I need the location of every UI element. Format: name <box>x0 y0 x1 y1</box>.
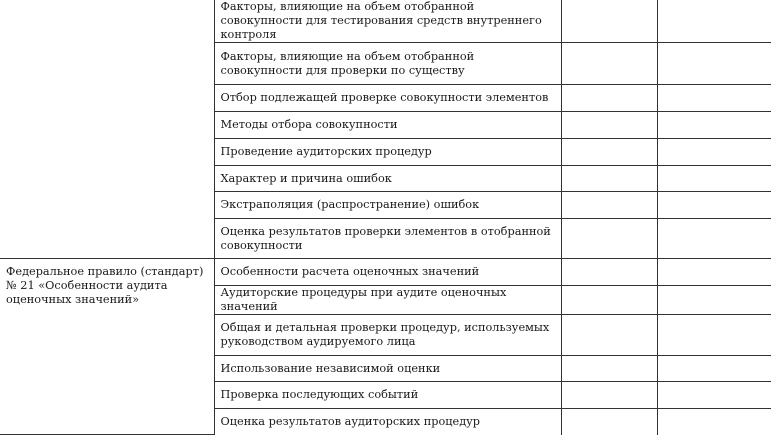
blank-cell <box>657 259 771 286</box>
item-cell: Характер и причина ошибок <box>214 166 561 192</box>
blank-cell <box>561 112 657 139</box>
blank-cell <box>561 286 657 315</box>
table-row <box>0 259 771 286</box>
blank-cell <box>657 85 771 112</box>
item-cell: Проверка последующих событий <box>214 382 561 409</box>
blank-cell <box>657 139 771 166</box>
blank-cell <box>561 382 657 409</box>
blank-cell <box>561 356 657 382</box>
blank-cell <box>657 382 771 409</box>
item-cell: Факторы, влияющие на объем отобранной совокупности для тестирования средств внутреннего контроля <box>214 0 561 43</box>
blank-cell <box>657 0 771 43</box>
blank-cell <box>657 219 771 259</box>
item-cell: Отбор подлежащей проверке совокупности элементов <box>214 85 561 112</box>
blank-cell <box>561 85 657 112</box>
item-cell: Общая и детальная проверки процедур, используемых руководством аудируемого лица <box>214 315 561 356</box>
blank-cell <box>657 409 771 435</box>
blank-cell <box>657 192 771 219</box>
item-cell: Использование независимой оценки <box>214 356 561 382</box>
item-cell: Методы отбора совокупности <box>214 112 561 139</box>
item-cell: Аудиторские процедуры при аудите оценочных значений <box>214 286 561 315</box>
blank-cell <box>657 286 771 315</box>
blank-cell <box>657 112 771 139</box>
standard-cell <box>0 0 214 259</box>
blank-cell <box>561 43 657 85</box>
item-cell: Особенности расчета оценочных значений <box>214 259 561 286</box>
item-cell: Проведение аудиторских процедур <box>214 139 561 166</box>
blank-cell <box>657 43 771 85</box>
blank-cell <box>561 166 657 192</box>
blank-cell <box>561 219 657 259</box>
item-cell: Факторы, влияющие на объем отобранной совокупности для проверки по существу <box>214 43 561 85</box>
blank-cell <box>657 315 771 356</box>
blank-cell <box>561 409 657 435</box>
blank-cell <box>657 166 771 192</box>
blank-cell <box>561 315 657 356</box>
blank-cell <box>561 0 657 43</box>
blank-cell <box>561 259 657 286</box>
blank-cell <box>561 139 657 166</box>
item-cell: Экстраполяция (распространение) ошибок <box>214 192 561 219</box>
blank-cell <box>657 356 771 382</box>
blank-cell <box>561 192 657 219</box>
item-cell: Оценка результатов проверки элементов в отобранной совокупности <box>214 219 561 259</box>
table-row <box>0 0 771 43</box>
item-cell: Оценка результатов аудиторских процедур <box>214 409 561 435</box>
standard-cell: Федеральное правило (стандарт) № 21 «Особенности аудита оценочных значений» <box>0 259 214 435</box>
